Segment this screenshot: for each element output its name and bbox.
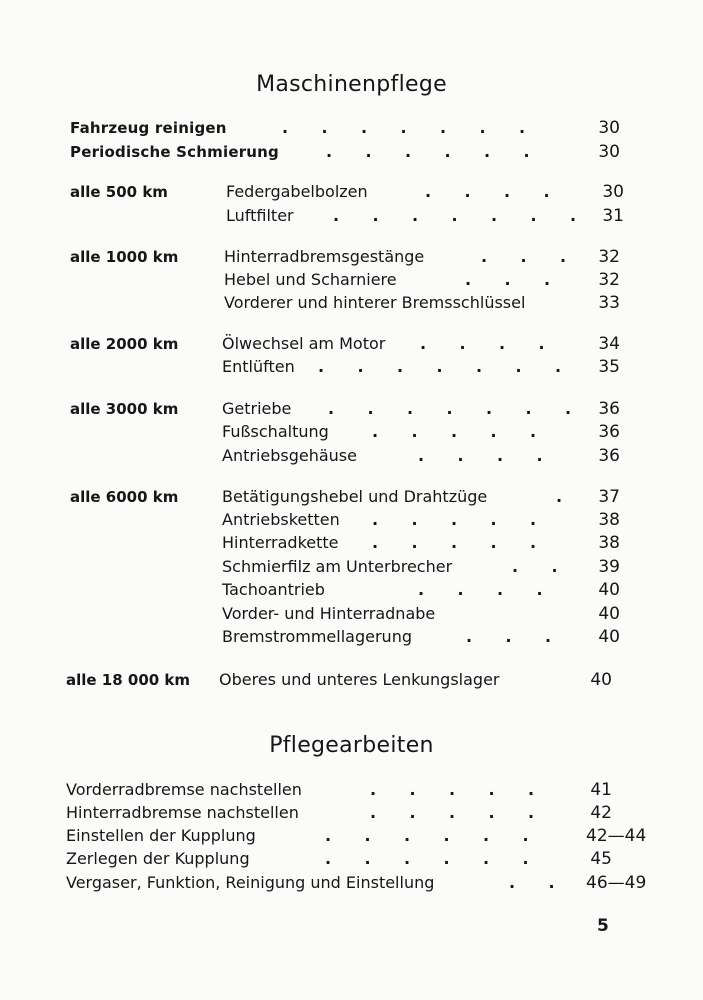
toc-entry-page: 33 [598, 293, 620, 313]
toc-entry-label: Fahrzeug reinigen [70, 119, 227, 137]
toc-entry-label: Hinterradbremse nachstellen [66, 803, 299, 822]
toc-entry-page: 30 [598, 118, 620, 138]
leader-dots: . . . . . . [326, 142, 530, 161]
toc-entry-label: Tachoantrieb [222, 580, 325, 599]
leader-dots: . . . . [420, 334, 545, 353]
toc-entry-label: Entlüften [222, 357, 295, 376]
leader-dots: . . . . . [372, 422, 537, 441]
leader-dots: . . . . [418, 446, 543, 465]
toc-entry-page: 40 [598, 604, 620, 624]
leader-dots: . . . . . . . [282, 118, 526, 137]
page-number: 5 [597, 916, 609, 936]
toc-entry-page: 40 [590, 670, 612, 690]
toc-entry-page: 36 [598, 399, 620, 419]
toc-entry-label: Vorderer und hinterer Bremsschlüssel [224, 293, 526, 312]
toc-entry-label: Luftfilter [226, 206, 294, 225]
leader-dots: . . . . . [370, 780, 535, 799]
toc-entry-page: 38 [598, 533, 620, 553]
section-title-maschinenpflege: Maschinenpflege [256, 72, 447, 97]
leader-dots: . . . . [425, 182, 550, 201]
toc-entry-label: Getriebe [222, 399, 292, 418]
toc-entry-label: Hinterradbremsgestänge [224, 247, 425, 266]
leader-dots: . . . . . . [325, 826, 529, 845]
toc-entry-label: Vorder- und Hinterradnabe [222, 604, 436, 623]
toc-entry-page: 30 [598, 142, 620, 162]
toc-entry-page: 38 [598, 510, 620, 530]
leader-dots: . . . . . . . [318, 357, 562, 376]
toc-entry-page: 45 [590, 849, 612, 869]
toc-entry-label: Vergaser, Funktion, Reinigung und Einstellung [66, 873, 435, 892]
toc-entry-page: 41 [590, 780, 612, 800]
interval-label: alle 3000 km [70, 400, 179, 418]
toc-entry-label: Periodische Schmierung [70, 143, 279, 161]
leader-dots: . [556, 487, 563, 506]
toc-entry-label: Fußschaltung [222, 422, 329, 441]
toc-entry-label: Oberes und unteres Lenkungslager [219, 670, 500, 689]
interval-label: alle 1000 km [70, 248, 179, 266]
leader-dots: . . . . . [370, 803, 535, 822]
toc-entry-label: Bremstrommellagerung [222, 627, 412, 646]
toc-entry-label: Hebel und Scharniere [224, 270, 397, 289]
interval-label: alle 500 km [70, 183, 168, 201]
leader-dots: . . . . . . . [328, 399, 572, 418]
toc-entry-label: Einstellen der Kupplung [66, 826, 256, 845]
toc-entry-page: 32 [598, 270, 620, 290]
toc-entry-page: 32 [598, 247, 620, 267]
toc-entry-label: Ölwechsel am Motor [222, 334, 386, 353]
toc-entry-page: 40 [598, 627, 620, 647]
leader-dots: . . [509, 873, 555, 892]
leader-dots: . . . [466, 627, 552, 646]
toc-entry-page: 36 [598, 446, 620, 466]
toc-entry-label: Zerlegen der Kupplung [66, 849, 250, 868]
toc-entry-page: 42—44 [586, 826, 647, 846]
toc-entry-label: Federgabelbolzen [226, 182, 368, 201]
toc-entry-label: Hinterradkette [222, 533, 339, 552]
leader-dots: . . . . . [372, 510, 537, 529]
toc-entry-page: 31 [602, 206, 624, 226]
leader-dots: . . [512, 557, 558, 576]
section-title-pflegearbeiten: Pflegearbeiten [269, 733, 434, 758]
toc-entry-label: Antriebsgehäuse [222, 446, 357, 465]
interval-label: alle 6000 km [70, 488, 179, 506]
toc-entry-label: Vorderradbremse nachstellen [66, 780, 302, 799]
leader-dots: . . . . . [372, 533, 537, 552]
toc-entry-label: Schmierfilz am Unterbrecher [222, 557, 453, 576]
toc-entry-page: 30 [602, 182, 624, 202]
leader-dots: . . . . [418, 580, 543, 599]
toc-entry-label: Betätigungshebel und Drahtzüge [222, 487, 488, 506]
toc-entry-page: 39 [598, 557, 620, 577]
toc-entry-label: Antriebsketten [222, 510, 340, 529]
interval-label: alle 2000 km [70, 335, 179, 353]
toc-entry-page: 37 [598, 487, 620, 507]
toc-entry-page: 34 [598, 334, 620, 354]
toc-entry-page: 35 [598, 357, 620, 377]
toc-entry-page: 46—49 [586, 873, 647, 893]
leader-dots: . . . [465, 270, 551, 289]
toc-entry-page: 36 [598, 422, 620, 442]
leader-dots: . . . [481, 247, 567, 266]
leader-dots: . . . . . . . [333, 206, 577, 225]
leader-dots: . . . . . . [325, 849, 529, 868]
interval-label: alle 18 000 km [66, 671, 191, 689]
toc-entry-page: 42 [590, 803, 612, 823]
toc-entry-page: 40 [598, 580, 620, 600]
